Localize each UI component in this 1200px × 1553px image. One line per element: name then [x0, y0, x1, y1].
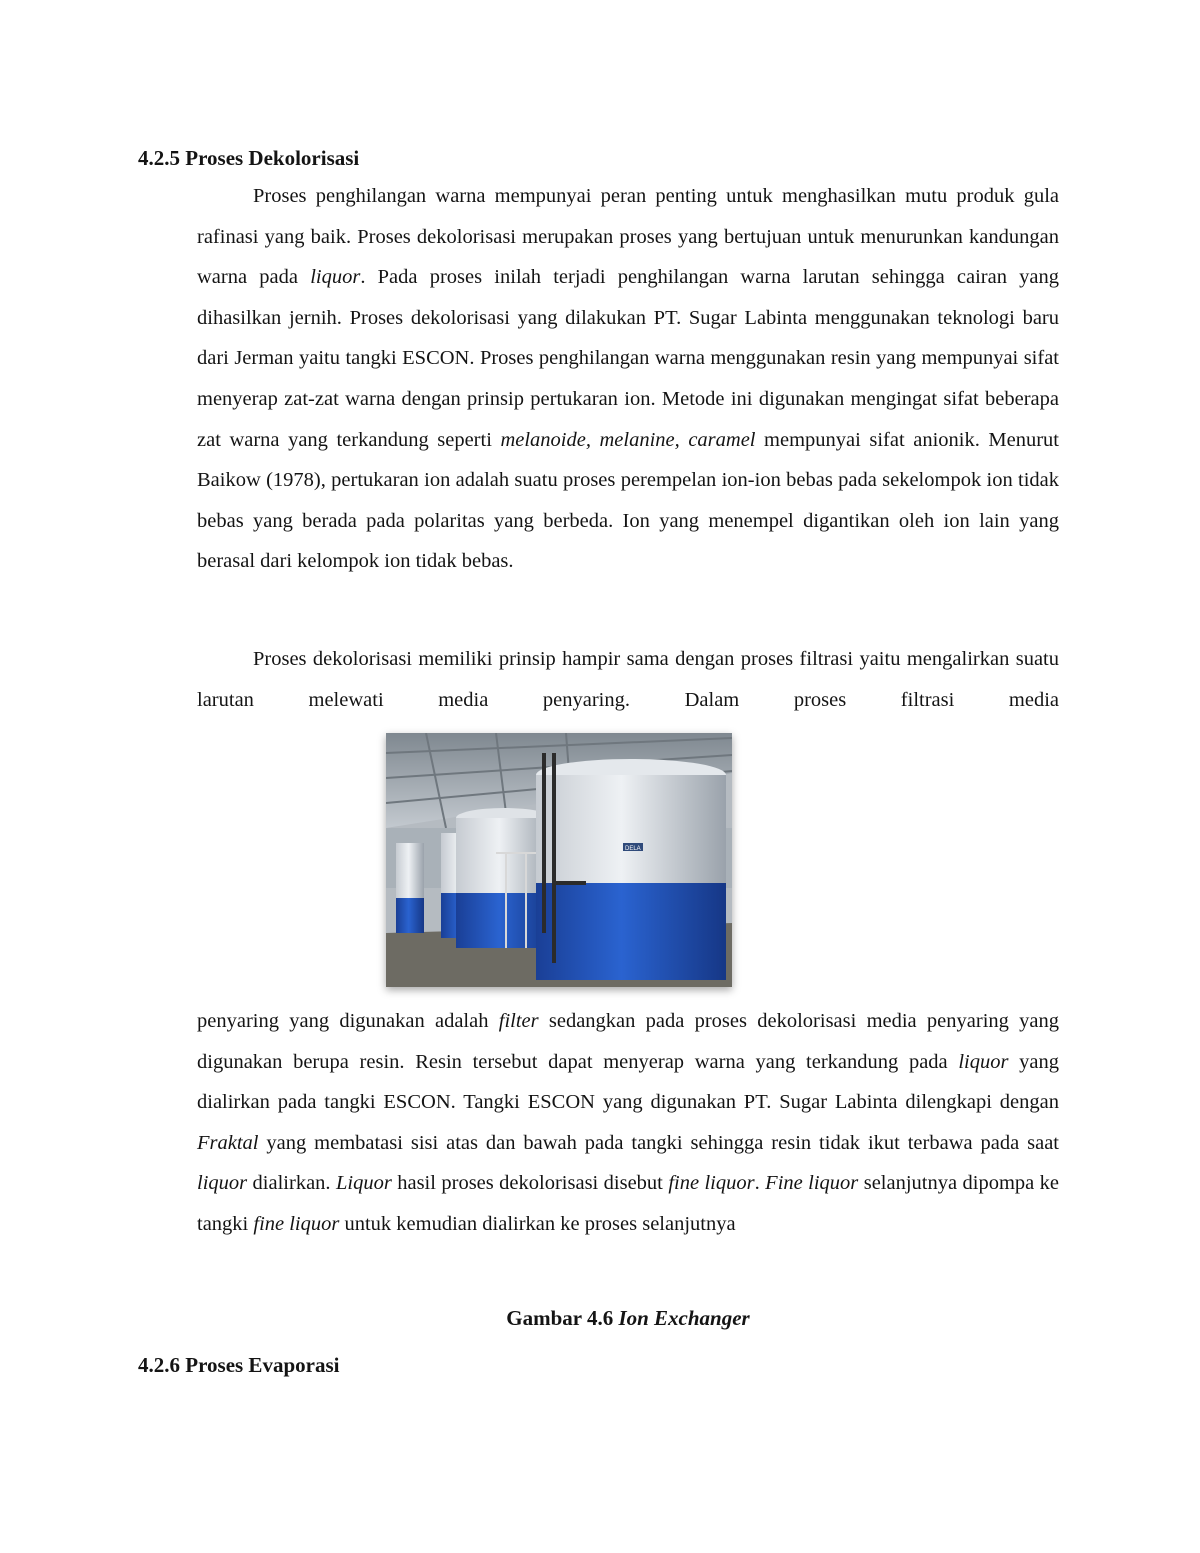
- text-run: untuk kemudian dialirkan ke proses selanjutnya: [339, 1212, 736, 1235]
- ion-exchanger-illustration: [386, 733, 732, 987]
- text-run: hasil proses dekolorisasi disebut: [391, 1172, 669, 1195]
- caption-prefix: Gambar 4.6: [506, 1306, 619, 1330]
- text-run: selanjutnya dipompa ke tangki: [197, 1172, 1060, 1235]
- section-heading-evaporasi: 4.2.6 Proses Evaporasi: [138, 1353, 340, 1377]
- italic-term: filter: [498, 1010, 539, 1032]
- tank-label: DELA: [625, 846, 641, 852]
- paragraph-dekolorisasi-2-end: [197, 1001, 1059, 1245]
- text-run: Proses dekolorisasi memiliki prinsip hampir sama dengan proses filtrasi yaitu mengalirkan suatu larutan melewati media penyaring. Dalam proses filtrasi media: [197, 648, 1059, 711]
- italic-term: Fine liquor: [765, 1172, 859, 1195]
- text-run: . Pada proses inilah terjadi penghilangan warna larutan sehingga cairan yang dihasilkan jernih. Proses dekolorisasi yang dilakukan PT. Sugar Labinta menggunakan teknologi baru dari Jerman yaitu tangki ESCON. Proses penghilangan warna menggunakan resin yang mempunyai sifat menyerap zat-zat warna dengan prinsip pertukaran ion. Metode ini digunakan mengingat sifat beberapa zat warna yang terkandung seperti: [197, 266, 1060, 451]
- italic-term: liquor: [310, 266, 361, 289]
- paragraph-dekolorisasi-1: [197, 176, 1059, 582]
- text-run: dialirkan.: [247, 1172, 336, 1195]
- ion-exchanger-photo: [386, 733, 732, 987]
- text-run: yang dialirkan pada tangki ESCON. Tangki ESCON yang digunakan PT. Sugar Labinta dilengkapi dengan: [197, 1050, 1059, 1114]
- text-run: yang membatasi sisi atas dan bawah pada tangki sehingga resin tidak ikut terbawa pada saat: [258, 1131, 1059, 1154]
- italic-term: fine liquor: [253, 1212, 340, 1235]
- italic-term: Fraktal: [197, 1131, 259, 1154]
- italic-term: melanoide, melanine, caramel: [500, 428, 756, 451]
- section-heading-dekolorisasi: 4.2.5 Proses Dekolorisasi: [138, 146, 360, 170]
- text-run: .: [754, 1172, 766, 1195]
- text-run: Proses penghilangan warna mempunyai peran penting untuk menghasilkan mutu produk gula rafinasi yang baik. Proses dekolorisasi merupakan proses yang bertujuan untuk menurunkan kandungan warna pada: [197, 185, 1059, 289]
- italic-term: fine liquor: [668, 1172, 755, 1195]
- text-run: mempunyai sifat anionik. Menurut Baikow (1978), pertukaran ion adalah suatu proses perempelan ion-ion bebas pada sekelompok ion tidak bebas yang berada pada polaritas yang berbeda. Ion yang menempel digantikan oleh ion lain yang berasal dari kelompok ion tidak bebas.: [197, 428, 1059, 573]
- figure-caption: [0, 1306, 1200, 1331]
- italic-term: liquor: [958, 1050, 1009, 1073]
- italic-term: liquor: [197, 1172, 248, 1195]
- caption-italic: Ion Exchanger: [618, 1306, 750, 1330]
- text-run: sedangkan pada proses dekolorisasi media penyaring yang digunakan berupa resin. Resin tersebut dapat menyerap warna yang terkandung pada: [197, 1010, 1059, 1073]
- text-run: penyaring yang digunakan adalah: [197, 1010, 499, 1032]
- paragraph-dekolorisasi-2-start: [197, 639, 1059, 720]
- italic-term: Liquor: [335, 1172, 392, 1195]
